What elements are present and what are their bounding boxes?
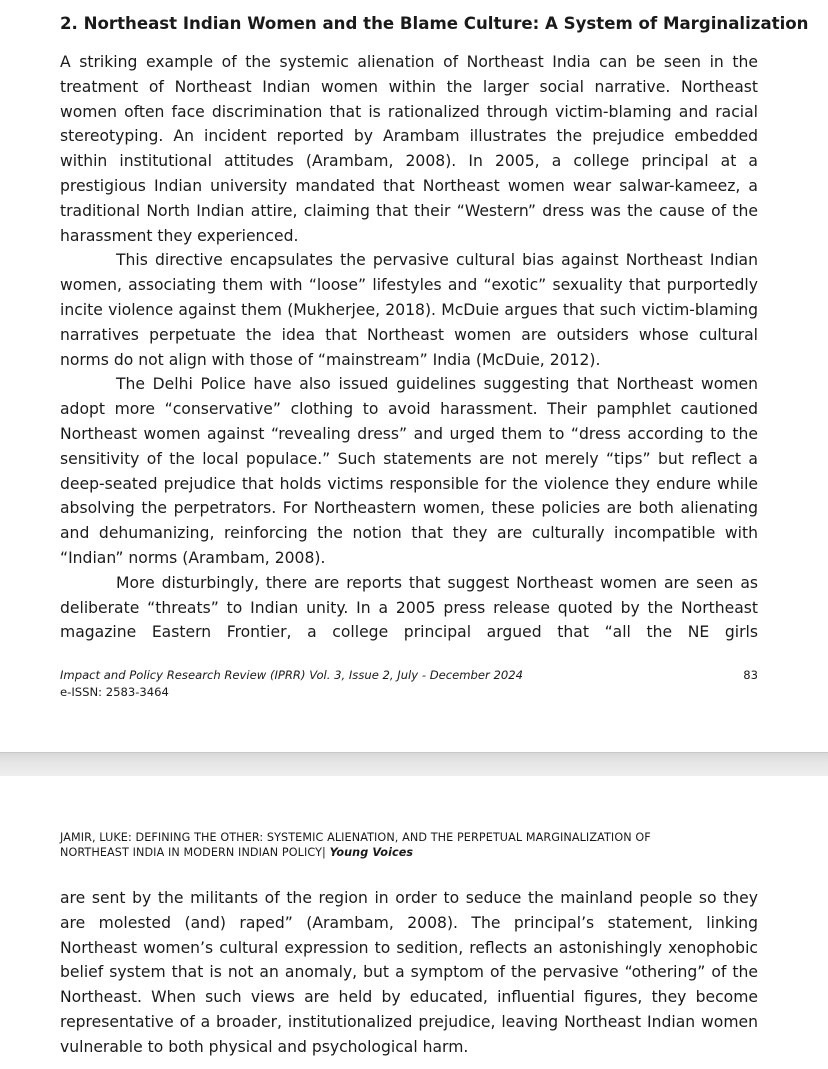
running-header-line-1: JAMIR, LUKE: DEFINING THE OTHER: SYSTEMIC ALIENATION, AND THE PERPETUAL MARGINALIZATION OF [60,831,651,844]
running-header [60,830,758,860]
running-header-tag: Young Voices [329,846,414,859]
paragraph-4: More disturbingly, there are reports that suggest Northeast women are seen as deliberate “threats” to Indian unity. In a 2005 press release quoted by the Northeast magazine Eastern Frontier, a college principal argued that “all the NE girls [60,573,758,642]
page-number: 83 [743,668,758,682]
page-separator [0,752,828,778]
running-header-line-2 [60,845,758,860]
page-footer [60,667,758,701]
body-text-page-83 [60,50,758,645]
paragraph-continued: are sent by the militants of the region in order to seduce the mainland people so they are molested (and) raped” (Arambam, 2008). The principal’s statement, linking Northeast women’s cultural expression to sedition, reflects an astonishingly xenophobic belief system that is not an anomaly, but a symptom of the pervasive “othering” of the Northeast. When such views are held by educated, influential figures, they become representative of a broader, institutionalized prejudice, leaving Northeast Indian women vulnerable to both physical and psychological harm. [60,889,758,1056]
journal-citation: Impact and Policy Research Review (IPRR) Vol. 3, Issue 2, July - December 2024 [60,668,524,682]
document-page-84 [0,776,828,1069]
paragraph-1: A striking example of the systemic alienation of Northeast India can be seen in the treatment of Northeast Indian women within the larger social narrative. Northeast women often face discrimination that is rationalized through victim-blaming and racial stereotyping. An incident reported by Arambam illustrates the prejudice embedded within institutional attitudes (Arambam, 2008). In 2005, a college principal at a prestigious Indian university mandated that Northeast women wear salwar-kameez, a traditional North Indian attire, claiming that their “Western” dress was the cause of the harassment they experienced. [60,53,758,245]
running-header-title: NORTHEAST INDIA IN MODERN INDIAN POLICY| [60,846,326,859]
body-text-page-84 [60,886,758,1060]
section-heading: 2. Northeast Indian Women and the Blame Culture: A System of Marginalization [60,14,809,33]
issn-label: e-ISSN: 2583-3464 [60,685,169,699]
paragraph-3: The Delhi Police have also issued guidelines suggesting that Northeast women adopt more “conservative” clothing to avoid harassment. Their pamphlet cautioned Northeast women against “revealing dress” and urged them to “dress according to the sensitivity of the local populace.” Such statements are not merely “tips” but reflect a deep-seated prejudice that holds victims responsible for the violence they endure while absolving the perpetrators. For Northeastern women, these policies are both alienating and dehumanizing, reinforcing the notion that they are culturally incompatible with “Indian” norms (Arambam, 2008). [60,375,758,567]
paragraph-2: This directive encapsulates the pervasive cultural bias against Northeast Indian women, associating them with “loose” lifestyles and “exotic” sexuality that purportedly incite violence against them (Mukherjee, 2018). McDuie argues that such victim-blaming narratives perpetuate the idea that Northeast women are outsiders whose cultural norms do not align with those of “mainstream” India (McDuie, 2012). [60,251,758,369]
